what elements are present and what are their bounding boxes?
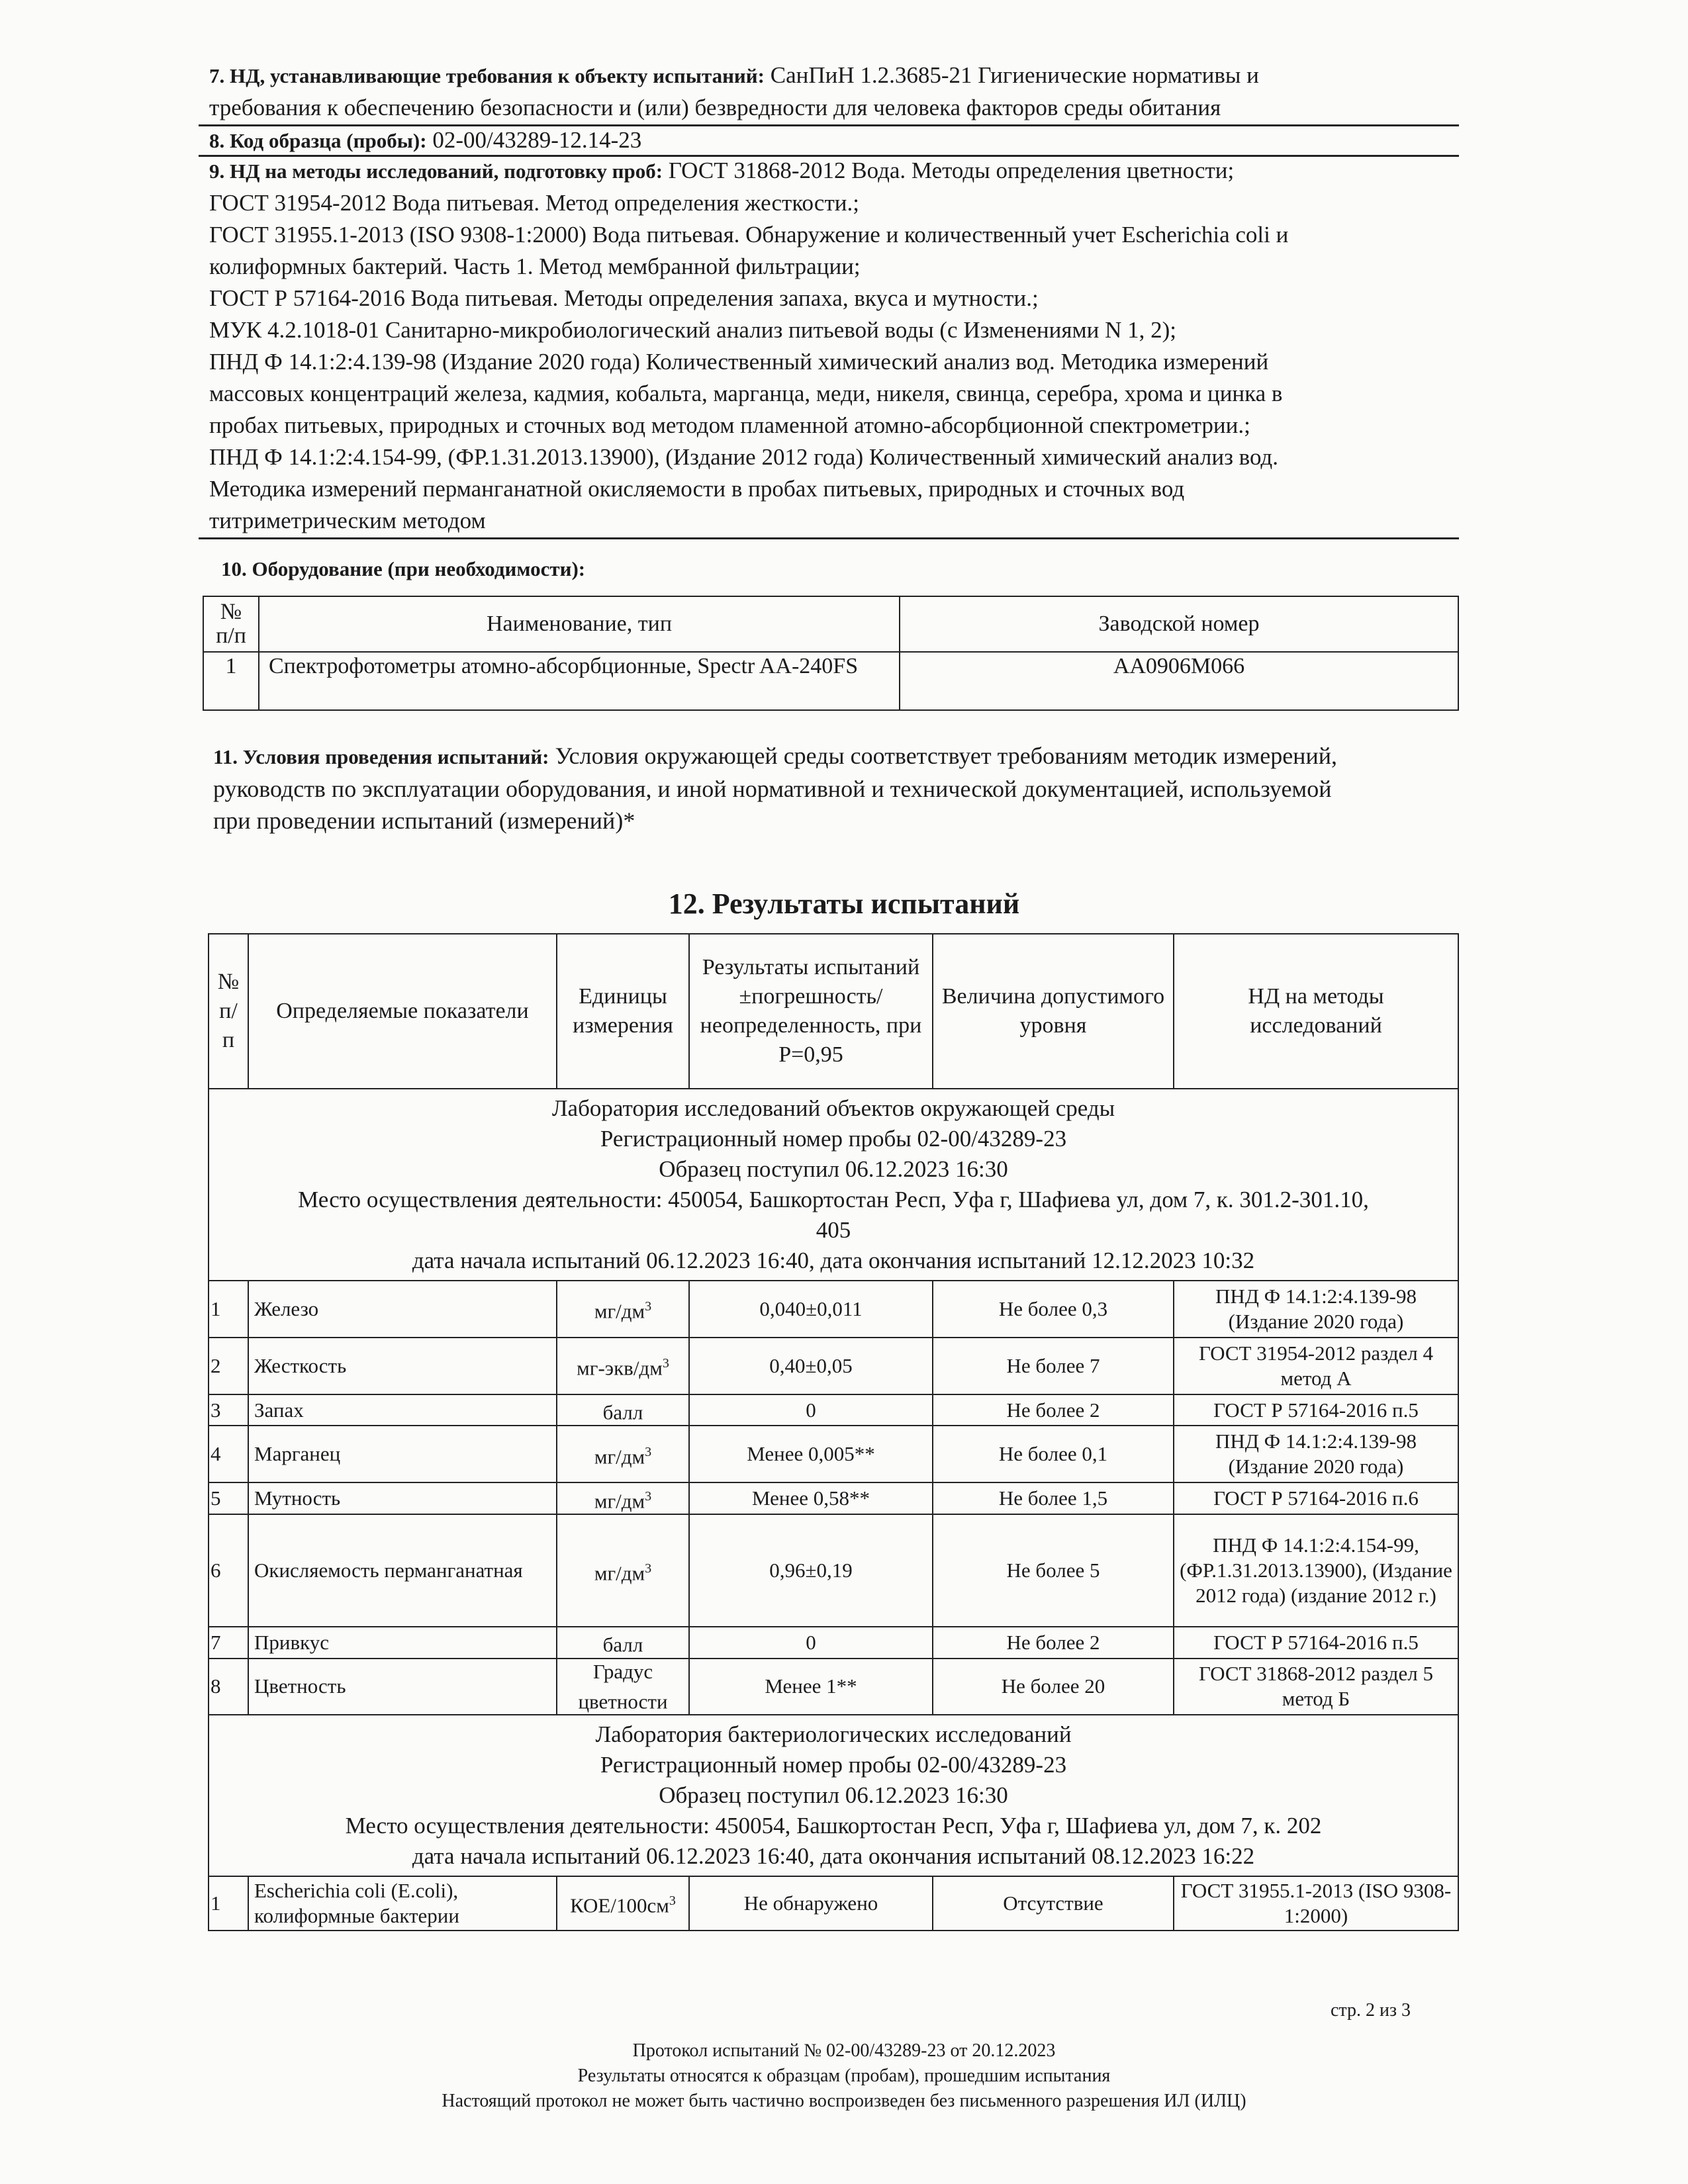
table-header-row — [209, 934, 1458, 1089]
lab-info — [209, 1715, 1458, 1876]
section-9-line: ПНД Ф 14.1:2:4.139-98 (Издание 2020 года) Количественный химический анализ вод. Методика измерений — [209, 349, 1269, 375]
section-9-line: ГОСТ 31868-2012 Вода. Методы определения цветности; — [663, 158, 1235, 183]
unit-superscript: 3 — [662, 1356, 669, 1371]
cell-parameter: Мутность — [248, 1482, 557, 1514]
section-11-text: руководств по эксплуатации оборудования, и иной нормативной и технической документацией, используемой — [213, 776, 1332, 802]
cell-number: 2 — [209, 1338, 248, 1394]
table-row — [209, 1627, 1458, 1658]
lab-info — [209, 1089, 1458, 1281]
cell-limit: Отсутствие — [933, 1876, 1174, 1931]
unit-superscript: 3 — [669, 1893, 676, 1909]
section-11-text: Условия окружающей среды соответствует требованиям методик измерений, — [549, 743, 1337, 769]
section-9-line: ГОСТ 31955.1-2013 (ISO 9308-1:2000) Вода питьевая. Обнаружение и количественный учет Escherichia coli и — [209, 222, 1289, 248]
col-header-result: Результаты испытаний ±погрешность/ неопределенность, при Р=0,95 — [689, 934, 933, 1089]
section-9-line: МУК 4.2.1018-01 Санитарно-микробиологический анализ питьевой воды (с Изменениями N 1, 2); — [209, 317, 1176, 343]
col-header-number: № п/п — [209, 934, 248, 1089]
lab-reg-number: Регистрационный номер пробы 02-00/43289-23 — [600, 1126, 1067, 1152]
cell-unit: Градус цветности — [557, 1659, 689, 1715]
cell-number: 3 — [209, 1394, 248, 1426]
unit-superscript: 3 — [645, 1488, 652, 1504]
cell-unit: $мг/дм^3$ — [557, 1514, 689, 1627]
section-11-label: 11. Условия проведения испытаний: — [213, 745, 549, 768]
cell-method: ГОСТ 31954-2012 раздел 4 метод А — [1174, 1338, 1458, 1394]
cell-unit: $мг/дм^3$ — [557, 1482, 689, 1514]
lab-received: Образец поступил 06.12.2023 16:30 — [659, 1782, 1008, 1808]
section-9-line: колиформных бактерий. Часть 1. Метод мембранной фильтрации; — [209, 253, 861, 279]
cell-result: 0,40±0,05 — [689, 1338, 933, 1394]
lab-name: Лаборатория исследований объектов окружающей среды — [551, 1095, 1115, 1121]
cell-limit: Не более 2 — [933, 1394, 1174, 1426]
results-rows-environment — [209, 1281, 1458, 1715]
section-11-text: при проведении испытаний (измерений)* — [213, 807, 635, 834]
table-row — [209, 1394, 1458, 1426]
table-row — [209, 1482, 1458, 1514]
cell-number: 6 — [209, 1514, 248, 1627]
col-header-unit: Единицы измерения — [557, 934, 689, 1089]
table-row — [209, 1338, 1458, 1394]
cell-limit: Не более 2 — [933, 1627, 1174, 1658]
section-9-line: Методика измерений перманганатной окисляемости в пробах питьевых, природных и сточных вод — [209, 476, 1185, 502]
lab-dates: дата начала испытаний 06.12.2023 16:40, дата окончания испытаний 08.12.2023 16:22 — [412, 1843, 1255, 1869]
section-7-label: 7. НД, устанавливающие требования к объекту испытаний: — [209, 64, 765, 87]
cell-limit: Не более 7 — [933, 1338, 1174, 1394]
table-row — [209, 1514, 1458, 1627]
cell-method: ГОСТ 31868-2012 раздел 5 метод Б — [1174, 1659, 1458, 1715]
section-9-line: массовых концентраций железа, кадмия, кобальта, марганца, меди, никеля, свинца, серебра, хрома и цинка в — [209, 381, 1283, 406]
cell-unit: $мг/дм^3$ — [557, 1281, 689, 1338]
equipment-table — [203, 596, 1459, 711]
footer-note: Результаты относятся к образцам (пробам), прошедшим испытания — [577, 2066, 1111, 2086]
cell-result: Менее 1** — [689, 1659, 933, 1715]
section-9-line: титриметрическим методом — [209, 508, 486, 533]
table-row — [209, 1426, 1458, 1482]
cell-limit: Не более 5 — [933, 1514, 1174, 1627]
cell-number: 4 — [209, 1426, 248, 1482]
cell-result: 0,96±0,19 — [689, 1514, 933, 1627]
cell-result: 0,040±0,011 — [689, 1281, 933, 1338]
section-8-value: 02-00/43289-12.14-23 — [426, 127, 642, 153]
cell-number: 1 — [203, 652, 259, 710]
cell-number: 8 — [209, 1659, 248, 1715]
lab-dates: дата начала испытаний 06.12.2023 16:40, дата окончания испытаний 12.12.2023 10:32 — [412, 1248, 1255, 1273]
cell-parameter: Escherichia coli (E.coli), колиформные бактерии — [248, 1876, 557, 1931]
table-header-row — [203, 596, 1458, 652]
lab-block-bacteriology — [209, 1715, 1458, 1876]
section-11 — [213, 740, 1458, 837]
page-number: стр. 2 из 3 — [1331, 2000, 1411, 2021]
cell-number: 1 — [209, 1281, 248, 1338]
cell-limit: Не более 1,5 — [933, 1482, 1174, 1514]
section-7-line1: СанПиН 1.2.3685-21 Гигиенические нормативы и — [764, 62, 1259, 88]
cell-method: ГОСТ Р 57164-2016 п.5 — [1174, 1394, 1458, 1426]
cell-limit: Не более 20 — [933, 1659, 1174, 1715]
lab-block-environment — [209, 1089, 1458, 1281]
cell-method: ПНД Ф 14.1:2:4.139-98 (Издание 2020 года) — [1174, 1426, 1458, 1482]
table-row — [203, 652, 1458, 710]
cell-unit: $мг/дм^3$ — [557, 1426, 689, 1482]
cell-number: 5 — [209, 1482, 248, 1514]
cell-number: 1 — [209, 1876, 248, 1931]
cell-method: ПНД Ф 14.1:2:4.154-99, (ФР.1.31.2013.13900), (Издание 2012 года) (издание 2012 г.) — [1174, 1514, 1458, 1627]
section-7 — [209, 60, 1458, 124]
section-9 — [209, 155, 1458, 537]
col-header-serial: Заводской номер — [900, 596, 1458, 652]
lab-received: Образец поступил 06.12.2023 16:30 — [659, 1156, 1008, 1182]
cell-unit: КОЕ/$100см^3$ — [557, 1876, 689, 1931]
section-9-line: ГОСТ 31954-2012 Вода питьевая. Метод определения жесткости.; — [209, 190, 859, 216]
section-8 — [209, 124, 1458, 157]
cell-parameter: Цветность — [248, 1659, 557, 1715]
cell-parameter: Запах — [248, 1394, 557, 1426]
table-row — [209, 1281, 1458, 1338]
section-9-line: ГОСТ Р 57164-2016 Вода питьевая. Методы определения запаха, вкуса и мутности.; — [209, 285, 1039, 311]
cell-limit: Не более 0,1 — [933, 1426, 1174, 1482]
cell-method: ПНД Ф 14.1:2:4.139-98 (Издание 2020 года) — [1174, 1281, 1458, 1338]
cell-result: Менее 0,005** — [689, 1426, 933, 1482]
col-header-parameter: Определяемые показатели — [248, 934, 557, 1089]
cell-unit: балл — [557, 1627, 689, 1658]
cell-method: ГОСТ 31955.1-2013 (ISO 9308-1:2000) — [1174, 1876, 1458, 1931]
col-header-name: Наименование, тип — [259, 596, 900, 652]
lab-address: Место осуществления деятельности: 450054, Башкортостан Респ, Уфа г, Шафиева ул, дом 7, к. 202 — [345, 1812, 1322, 1839]
section-9-line: ПНД Ф 14.1:2:4.154-99, (ФР.1.31.2013.13900), (Издание 2012 года) Количественный химический анализ вод. — [209, 444, 1278, 470]
cell-unit: $мг-экв/дм^3$ — [557, 1338, 689, 1394]
cell-result: Менее 0,58** — [689, 1482, 933, 1514]
section-10-label: 10. Оборудование (при необходимости): — [221, 557, 586, 580]
col-header-number: № п/п — [203, 596, 259, 652]
cell-limit: Не более 0,3 — [933, 1281, 1174, 1338]
cell-serial: AA0906M066 — [900, 652, 1458, 710]
section-9-line: пробах питьевых, природных и сточных вод методом пламенной атомно-абсорбционной спектрометрии.; — [209, 412, 1250, 438]
section-7-line2: требования к обеспечению безопасности и (или) безвредности для человека факторов среды обитания — [209, 95, 1221, 120]
divider — [199, 537, 1459, 539]
cell-name: Спектрофотометры атомно-абсорбционные, Spectr AA-240FS — [259, 652, 900, 710]
unit-superscript: 3 — [645, 1561, 652, 1576]
cell-method: ГОСТ Р 57164-2016 п.6 — [1174, 1482, 1458, 1514]
cell-method: ГОСТ Р 57164-2016 п.5 — [1174, 1627, 1458, 1658]
unit-superscript: 3 — [645, 1299, 652, 1314]
cell-parameter: Жесткость — [248, 1338, 557, 1394]
table-row — [209, 1659, 1458, 1715]
results-title: 12. Результаты испытаний — [668, 887, 1020, 920]
cell-result: Не обнаружено — [689, 1876, 933, 1931]
cell-number: 7 — [209, 1627, 248, 1658]
lab-address: Место осуществления деятельности: 450054, Башкортостан Респ, Уфа г, Шафиева ул, дом 7, к. 301.2-301.10, — [298, 1187, 1369, 1212]
lab-address-cont: 405 — [816, 1217, 851, 1243]
cell-result: 0 — [689, 1627, 933, 1658]
cell-result: 0 — [689, 1394, 933, 1426]
cell-parameter: Марганец — [248, 1426, 557, 1482]
section-8-label: 8. Код образца (пробы): — [209, 129, 427, 152]
footer-disclaimer: Настоящий протокол не может быть частично воспроизведен без письменного разрешения ИЛ (ИЛЦ) — [442, 2091, 1246, 2111]
results-table — [208, 933, 1459, 1931]
lab-reg-number: Регистрационный номер пробы 02-00/43289-23 — [600, 1751, 1067, 1778]
cell-parameter: Окисляемость перманганатная — [248, 1514, 557, 1627]
footer-protocol: Протокол испытаний № 02-00/43289-23 от 20.12.2023 — [632, 2040, 1056, 2061]
table-row — [209, 1876, 1458, 1931]
col-header-limit: Величина допустимого уровня — [933, 934, 1174, 1089]
cell-parameter: Железо — [248, 1281, 557, 1338]
section-9-label: 9. НД на методы исследований, подготовку проб: — [209, 159, 663, 183]
col-header-method: НД на методы исследований — [1174, 934, 1458, 1089]
lab-name: Лаборатория бактериологических исследований — [595, 1721, 1072, 1747]
results-rows-bacteriology — [209, 1876, 1458, 1931]
cell-unit: балл — [557, 1394, 689, 1426]
cell-parameter: Привкус — [248, 1627, 557, 1658]
unit-superscript: 3 — [645, 1444, 652, 1459]
